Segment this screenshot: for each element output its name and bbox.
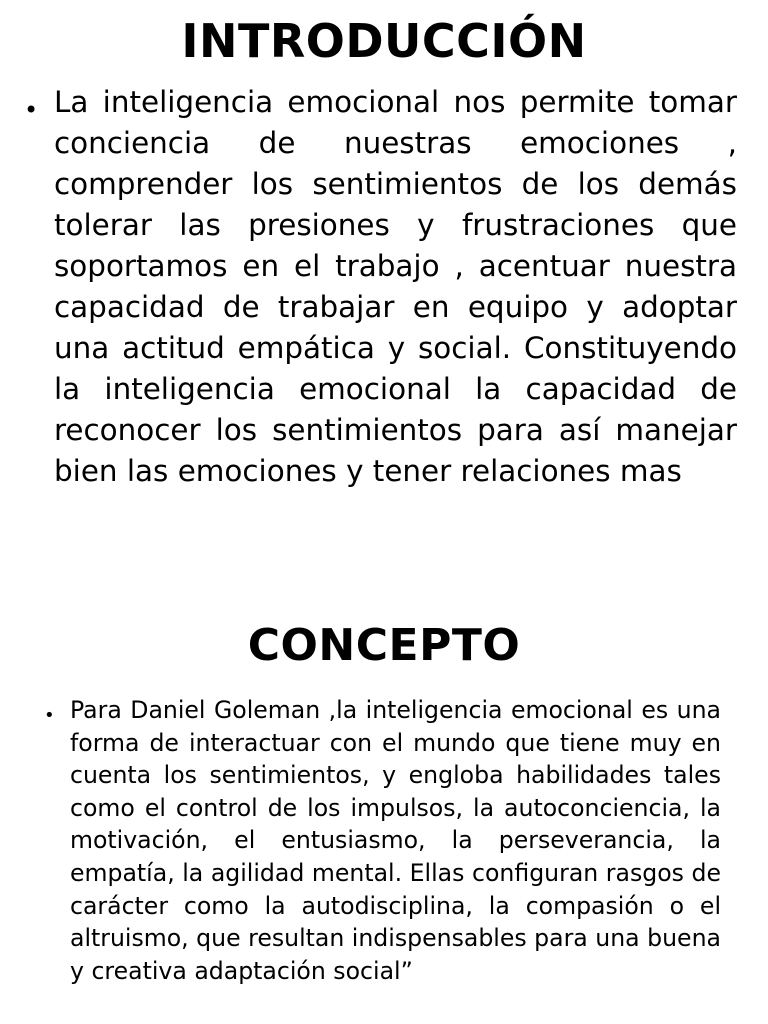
concepto-paragraph: Para Daniel Goleman ,la inteligencia emocional es una forma de interactuar con el mundo que tiene muy en cuenta los sentimientos, y engloba habilidades tales como el control de los impulsos, la autoconciencia, la motivación, el entusiasmo, la perseverancia, la empatía, la agilidad mental. Ellas configuran rasgos de carácter como la autodisciplina, la compasión o el altruismo, que resultan indispensables para una buena y creativa adaptación social” bbox=[70, 696, 721, 985]
concepto-slide bbox=[0, 606, 768, 1024]
bullet-icon: • bbox=[24, 96, 39, 124]
introduccion-paragraph: La inteligencia emocional nos permite tomar conciencia de nuestras emociones , comprender los sentimientos de los demás tolerar las presiones y frustraciones que soportamos en el trabajo , acentuar nuestra capacidad de trabajar en equipo y adoptar una actitud empática y social. Constituyendo la inteligencia emocional la capacidad de reconocer los sentimientos para así manejar bien las emociones y tener relaciones mas bbox=[54, 85, 737, 488]
concepto-title: CONCEPTO bbox=[247, 620, 521, 671]
introduccion-title: INTRODUCCIÓN bbox=[181, 14, 587, 68]
bullet-icon: • bbox=[44, 705, 55, 726]
